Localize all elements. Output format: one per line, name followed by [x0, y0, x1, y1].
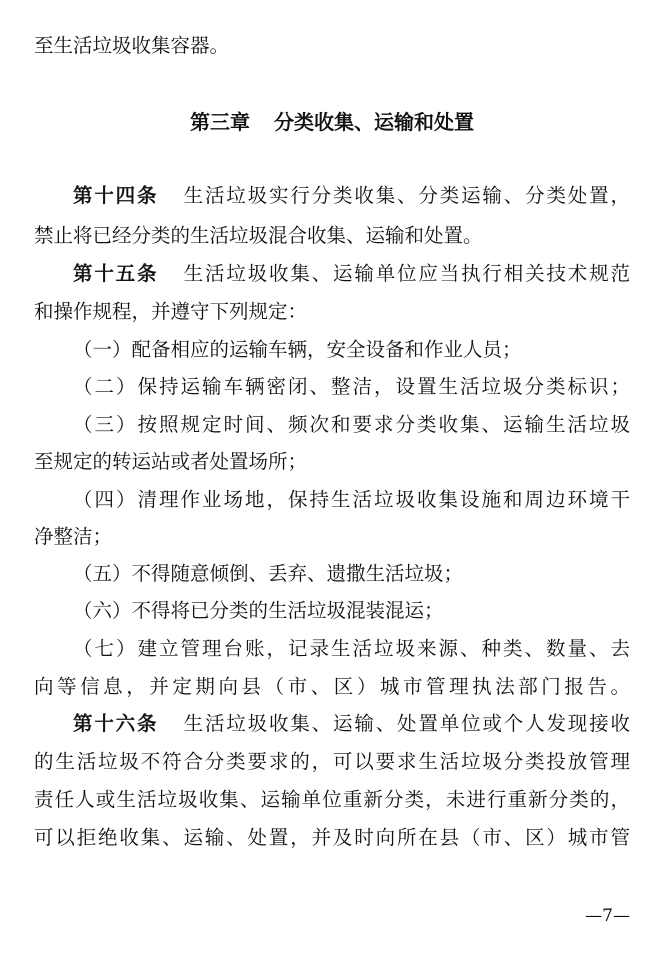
article-14-label: 第十四条 — [73, 184, 159, 207]
article-15-item-3-cont: 至规定的转运站或者处置场所； — [34, 450, 308, 473]
chapter-title: 分类收集、运输和处置 — [274, 110, 474, 134]
article-15-item-1: （一）配备相应的运输车辆，安全设备和作业人员； — [73, 338, 522, 361]
article-16-line-4: 可以拒绝收集、运输、处置，并及时向所在县（市、区）城市管 — [34, 826, 630, 849]
article-16-line-3: 责任人或生活垃圾收集、运输单位重新分类，未进行重新分类的， — [34, 788, 630, 811]
article-15-item-7-cont: 向等信息，并定期向县（市、区）城市管理执法部门报告。 — [34, 675, 630, 698]
article-14-line-1 — [73, 182, 630, 210]
article-14-text-1: 生活垃圾实行分类收集、分类运输、分类处置， — [181, 184, 630, 207]
article-15-item-5: （五）不得随意倾倒、丢弃、遗撒生活垃圾； — [73, 562, 464, 585]
article-16-label: 第十六条 — [73, 712, 159, 735]
article-15-line-1 — [73, 260, 630, 288]
article-15-text-1: 生活垃圾收集、运输单位应当执行相关技术规范 — [181, 262, 630, 285]
article-16-text-1: 生活垃圾收集、运输、处置单位或个人发现接收 — [181, 712, 630, 735]
article-15-label: 第十五条 — [73, 262, 159, 285]
article-15-item-6: （六）不得将已分类的生活垃圾混装混运； — [73, 599, 444, 622]
page-number: —7— — [585, 906, 630, 926]
article-14-line-2: 禁止将已经分类的生活垃圾混合收集、运输和处置。 — [34, 224, 483, 247]
chapter-number: 第三章 — [190, 110, 250, 134]
article-16-line-2: 的生活垃圾不符合分类要求的，可以要求生活垃圾分类投放管理 — [34, 750, 630, 773]
body-line-continuation: 至生活垃圾收集容器。 — [34, 34, 230, 57]
article-15-item-2: （二）保持运输车辆密闭、整洁，设置生活垃圾分类标识； — [73, 375, 630, 398]
chapter-heading — [0, 108, 664, 136]
article-15-item-3: （三）按照规定时间、频次和要求分类收集、运输生活垃圾 — [73, 413, 630, 436]
article-15-item-4: （四）清理作业场地，保持生活垃圾收集设施和周边环境干 — [73, 488, 630, 511]
article-15-line-2: 和操作规程，并遵守下列规定： — [34, 300, 308, 323]
article-16-line-1 — [73, 710, 630, 738]
article-15-item-7: （七）建立管理台账，记录生活垃圾来源、种类、数量、去 — [73, 637, 630, 660]
article-15-item-4-cont: 净整洁； — [34, 525, 113, 548]
